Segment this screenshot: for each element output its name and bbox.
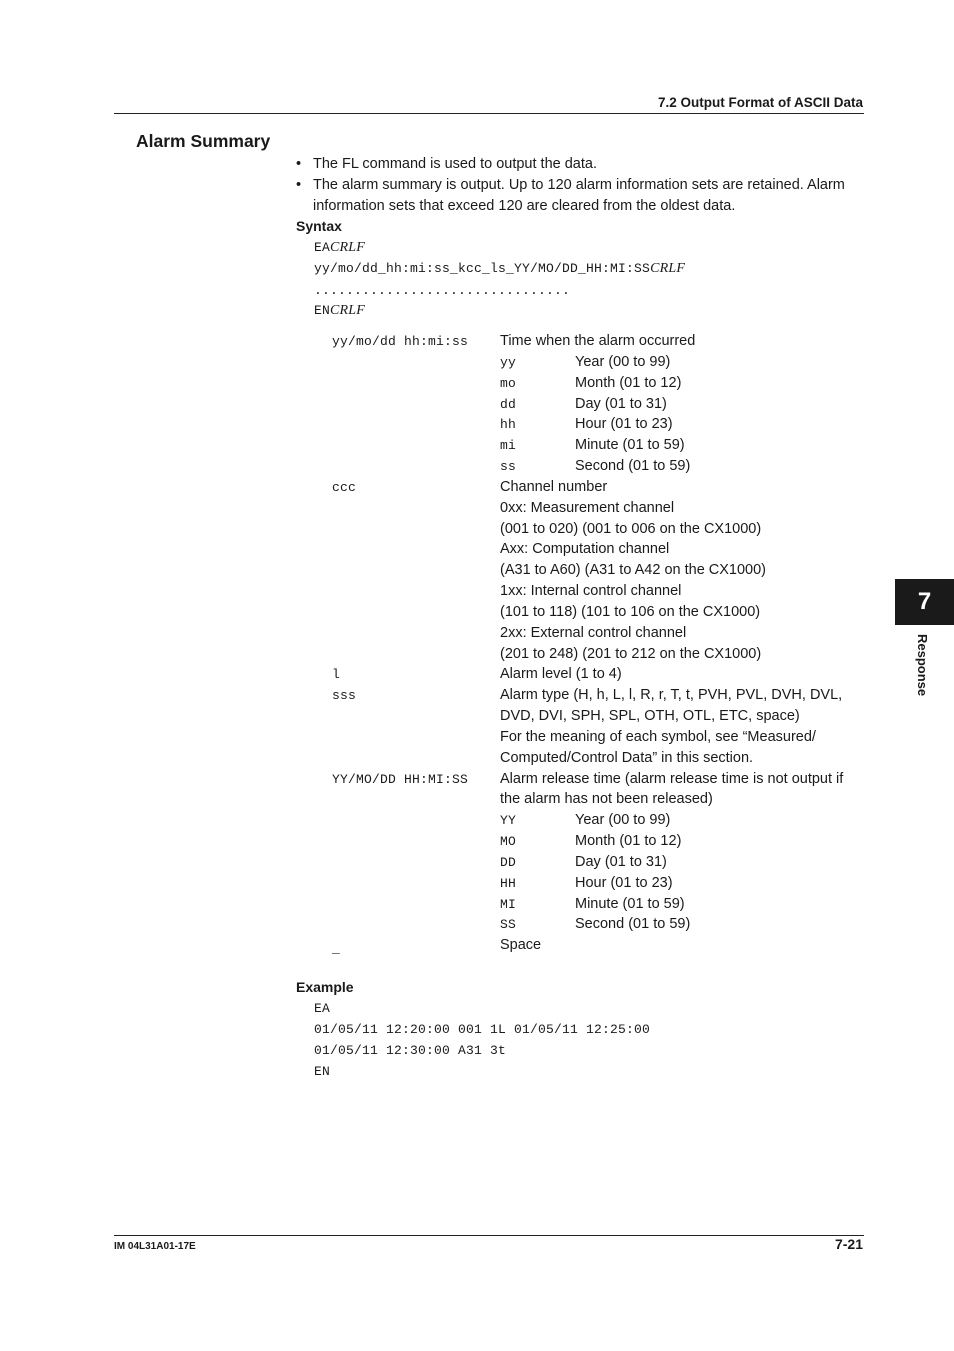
crlf-terminator: CRLF bbox=[650, 261, 686, 276]
release-part-desc: Day (01 to 31) bbox=[575, 854, 667, 870]
field-desc-level: Alarm level (1 to 4) bbox=[500, 666, 622, 682]
example-line: 01/05/11 12:30:00 A31 3t bbox=[314, 1043, 507, 1058]
time-part-desc: Day (01 to 31) bbox=[575, 396, 667, 412]
time-part-code: yy bbox=[500, 355, 517, 370]
channel-desc-line: (201 to 248) (201 to 212 on the CX1000) bbox=[500, 646, 762, 662]
bullet-text: The alarm summary is output. Up to 120 alarm information sets are retained. Alarm information sets that exceed 120 are cleared from the oldest data. bbox=[313, 177, 845, 214]
syntax-heading: Syntax bbox=[296, 218, 342, 234]
footer-page-number: 7-21 bbox=[834, 1236, 863, 1252]
chapter-label-text: Response bbox=[915, 634, 930, 697]
release-part-desc: Hour (01 to 23) bbox=[575, 875, 673, 891]
release-part-code: YY bbox=[500, 813, 517, 828]
time-part-desc: Hour (01 to 23) bbox=[575, 416, 673, 432]
bullet-dot: • bbox=[296, 177, 302, 193]
header-rule bbox=[114, 113, 864, 114]
chapter-label bbox=[912, 634, 936, 734]
release-part-desc: Minute (01 to 59) bbox=[575, 896, 685, 912]
type-desc-line: Computed/Control Data” in this section. bbox=[500, 750, 754, 766]
release-part-code: SS bbox=[500, 917, 517, 932]
release-part-code: MI bbox=[500, 897, 517, 912]
channel-desc-line: (001 to 020) (001 to 006 on the CX1000) bbox=[500, 521, 762, 537]
release-part-code: HH bbox=[500, 876, 517, 891]
field-name-time: yy/mo/dd hh:mi:ss bbox=[332, 334, 469, 349]
field-name-release: YY/MO/DD HH:MI:SS bbox=[332, 772, 469, 787]
channel-desc-line: 2xx: External control channel bbox=[500, 625, 687, 641]
channel-desc-line: 1xx: Internal control channel bbox=[500, 583, 682, 599]
field-name-space: _ bbox=[332, 941, 341, 956]
release-part-desc: Year (00 to 99) bbox=[575, 812, 671, 828]
channel-desc-line: (A31 to A60) (A31 to A42 on the CX1000) bbox=[500, 562, 767, 578]
channel-desc-line: (101 to 118) (101 to 106 on the CX1000) bbox=[500, 604, 761, 620]
release-part-desc: Second (01 to 59) bbox=[575, 916, 691, 932]
footer-doc-number: IM 04L31A01-17E bbox=[114, 1241, 196, 1252]
time-part-code: dd bbox=[500, 397, 517, 412]
type-desc-line: DVD, DVI, SPH, SPL, OTH, OTL, ETC, space) bbox=[500, 708, 800, 724]
section-title: Alarm Summary bbox=[136, 131, 271, 151]
syntax-line: yy/mo/dd_hh:mi:ss_kcc_ls_YY/MO/DD_HH:MI:SSCRLF bbox=[314, 261, 686, 276]
syntax-line-ellipsis: ................................ bbox=[314, 283, 571, 298]
field-name-level: l bbox=[332, 667, 341, 682]
running-header-title: 7.2 Output Format of ASCII Data bbox=[657, 95, 863, 110]
channel-desc-line: Axx: Computation channel bbox=[500, 541, 670, 557]
release-part-desc: Month (01 to 12) bbox=[575, 833, 682, 849]
example-heading: Example bbox=[296, 979, 354, 995]
type-desc-line: For the meaning of each symbol, see “Measured/ bbox=[500, 729, 816, 745]
crlf-terminator: CRLF bbox=[330, 240, 366, 255]
time-part-code: mi bbox=[500, 438, 517, 453]
time-part-desc: Month (01 to 12) bbox=[575, 375, 682, 391]
release-part-code: DD bbox=[500, 855, 517, 870]
crlf-terminator: CRLF bbox=[330, 303, 366, 318]
bullet-text: The FL command is used to output the data. bbox=[313, 156, 597, 172]
release-desc-line: the alarm has not been released) bbox=[500, 791, 713, 807]
type-desc-line: Alarm type (H, h, L, l, R, r, T, t, PVH, PVL, DVH, DVL, bbox=[500, 687, 843, 703]
example-line: EN bbox=[314, 1064, 331, 1079]
bullet-item bbox=[296, 154, 866, 175]
release-part-code: MO bbox=[500, 834, 517, 849]
time-part-code: mo bbox=[500, 376, 517, 391]
bullet-item bbox=[296, 175, 866, 217]
field-desc-time: Time when the alarm occurred bbox=[500, 333, 696, 349]
field-desc-space: Space bbox=[500, 937, 542, 953]
footer-rule bbox=[114, 1235, 864, 1236]
chapter-tab: 7 bbox=[895, 579, 954, 625]
syntax-line: EACRLF bbox=[314, 240, 366, 255]
time-part-code: ss bbox=[500, 459, 517, 474]
example-line: EA bbox=[314, 1001, 331, 1016]
channel-desc-line: 0xx: Measurement channel bbox=[500, 500, 675, 516]
time-part-desc: Second (01 to 59) bbox=[575, 458, 691, 474]
example-line: 01/05/11 12:20:00 001 1L 01/05/11 12:25:00 bbox=[314, 1022, 651, 1037]
syntax-line: ENCRLF bbox=[314, 303, 366, 318]
bullet-dot: • bbox=[296, 156, 302, 172]
release-desc-line: Alarm release time (alarm release time is not output if bbox=[500, 771, 844, 787]
time-part-code: hh bbox=[500, 417, 517, 432]
field-name-type: sss bbox=[332, 688, 357, 703]
field-name-channel: ccc bbox=[332, 480, 357, 495]
time-part-desc: Year (00 to 99) bbox=[575, 354, 671, 370]
channel-desc-line: Channel number bbox=[500, 479, 608, 495]
time-part-desc: Minute (01 to 59) bbox=[575, 437, 685, 453]
